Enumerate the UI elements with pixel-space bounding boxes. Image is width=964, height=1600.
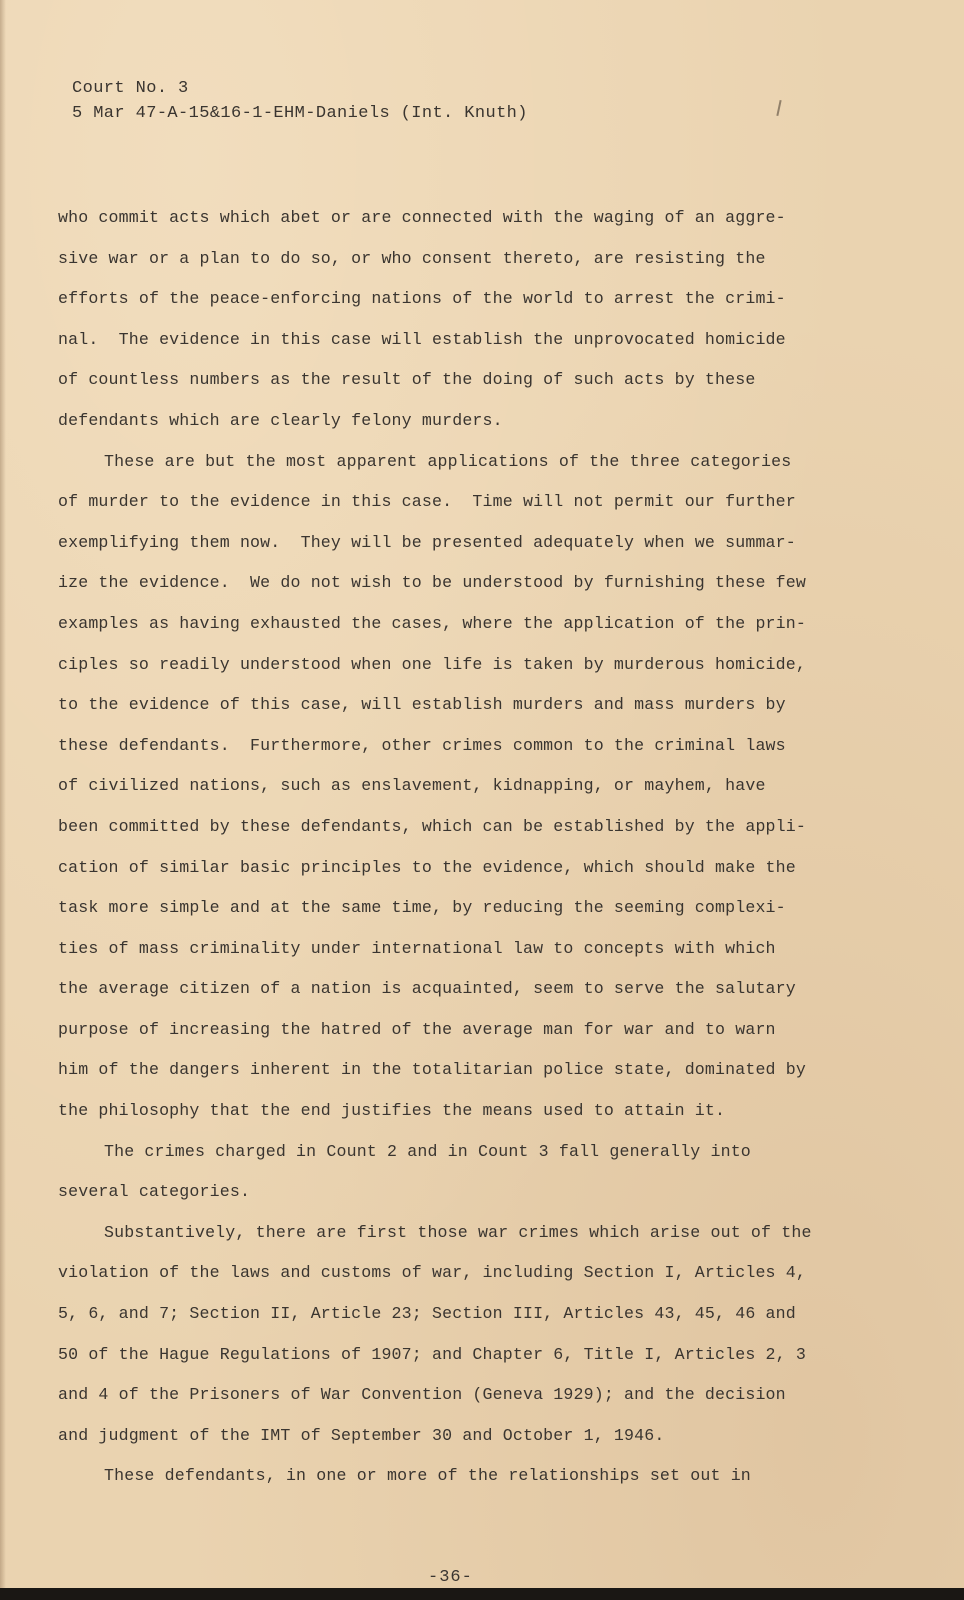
text-line: defendants which are clearly felony murders.: [58, 410, 503, 430]
text-line: nal. The evidence in this case will establish the unprovocated homicide: [58, 329, 786, 349]
text-line: exemplifying them now. They will be presented adequately when we summar-: [58, 532, 796, 552]
text-line: and judgment of the IMT of September 30 and October 1, 1946.: [58, 1425, 665, 1445]
text-line: several categories.: [58, 1182, 251, 1202]
court-number: Court No. 3: [72, 79, 189, 98]
text-line: to the evidence of this case, will establish murders and mass murders by: [58, 695, 786, 715]
text-line: purpose of increasing the hatred of the average man for war and to warn: [58, 1019, 776, 1039]
text-line: examples as having exhausted the cases, where the application of the prin-: [58, 613, 806, 633]
paragraph-start-line: These defendants, in one or more of the relationships set out in: [104, 1466, 751, 1486]
transcript-reference: 5 Mar 47-A-15&16-1-EHM-Daniels (Int. Knuth): [72, 104, 528, 123]
scan-bottom-edge: [0, 1588, 964, 1600]
paragraph-start-line: These are but the most apparent applications of the three categories: [104, 451, 792, 471]
document-body: [58, 198, 828, 1497]
page-number: -36-: [428, 1568, 473, 1587]
text-line: the philosophy that the end justifies the means used to attain it.: [58, 1101, 726, 1121]
text-line: these defendants. Furthermore, other crimes common to the criminal laws: [58, 735, 786, 755]
text-line: him of the dangers inherent in the totalitarian police state, dominated by: [58, 1060, 806, 1080]
paragraph-start-line: Substantively, there are first those war crimes which arise out of the: [104, 1222, 812, 1242]
text-line: 5, 6, and 7; Section II, Article 23; Section III, Articles 43, 45, 46 and: [58, 1304, 796, 1324]
text-line: of civilized nations, such as enslavement, kidnapping, or mayhem, have: [58, 776, 766, 796]
document-header: [72, 76, 528, 126]
text-line: ize the evidence. We do not wish to be understood by furnishing these few: [58, 573, 806, 593]
text-line: 50 of the Hague Regulations of 1907; and Chapter 6, Title I, Articles 2, 3: [58, 1344, 806, 1364]
paragraph-start-line: The crimes charged in Count 2 and in Count 3 fall generally into: [104, 1141, 751, 1161]
text-line: who commit acts which abet or are connected with the waging of an aggre-: [58, 208, 786, 227]
text-line: the average citizen of a nation is acquainted, seem to serve the salutary: [58, 979, 796, 999]
text-line: and 4 of the Prisoners of War Convention (Geneva 1929); and the decision: [58, 1385, 786, 1405]
text-line: of murder to the evidence in this case. Time will not permit our further: [58, 492, 796, 512]
text-line: sive war or a plan to do so, or who consent thereto, are resisting the: [58, 248, 766, 268]
text-line: of countless numbers as the result of the doing of such acts by these: [58, 370, 756, 390]
text-line: been committed by these defendants, which can be established by the appli-: [58, 816, 806, 836]
pencil-mark: [776, 100, 781, 116]
text-line: task more simple and at the same time, by reducing the seeming complexi-: [58, 898, 786, 918]
text-line: ciples so readily understood when one life is taken by murderous homicide,: [58, 654, 806, 674]
text-line: ties of mass criminality under international law to concepts with which: [58, 938, 776, 958]
text-line: cation of similar basic principles to the evidence, which should make the: [58, 857, 796, 877]
text-line: violation of the laws and customs of war, including Section I, Articles 4,: [58, 1263, 806, 1283]
text-line: efforts of the peace-enforcing nations of the world to arrest the crimi-: [58, 289, 786, 309]
